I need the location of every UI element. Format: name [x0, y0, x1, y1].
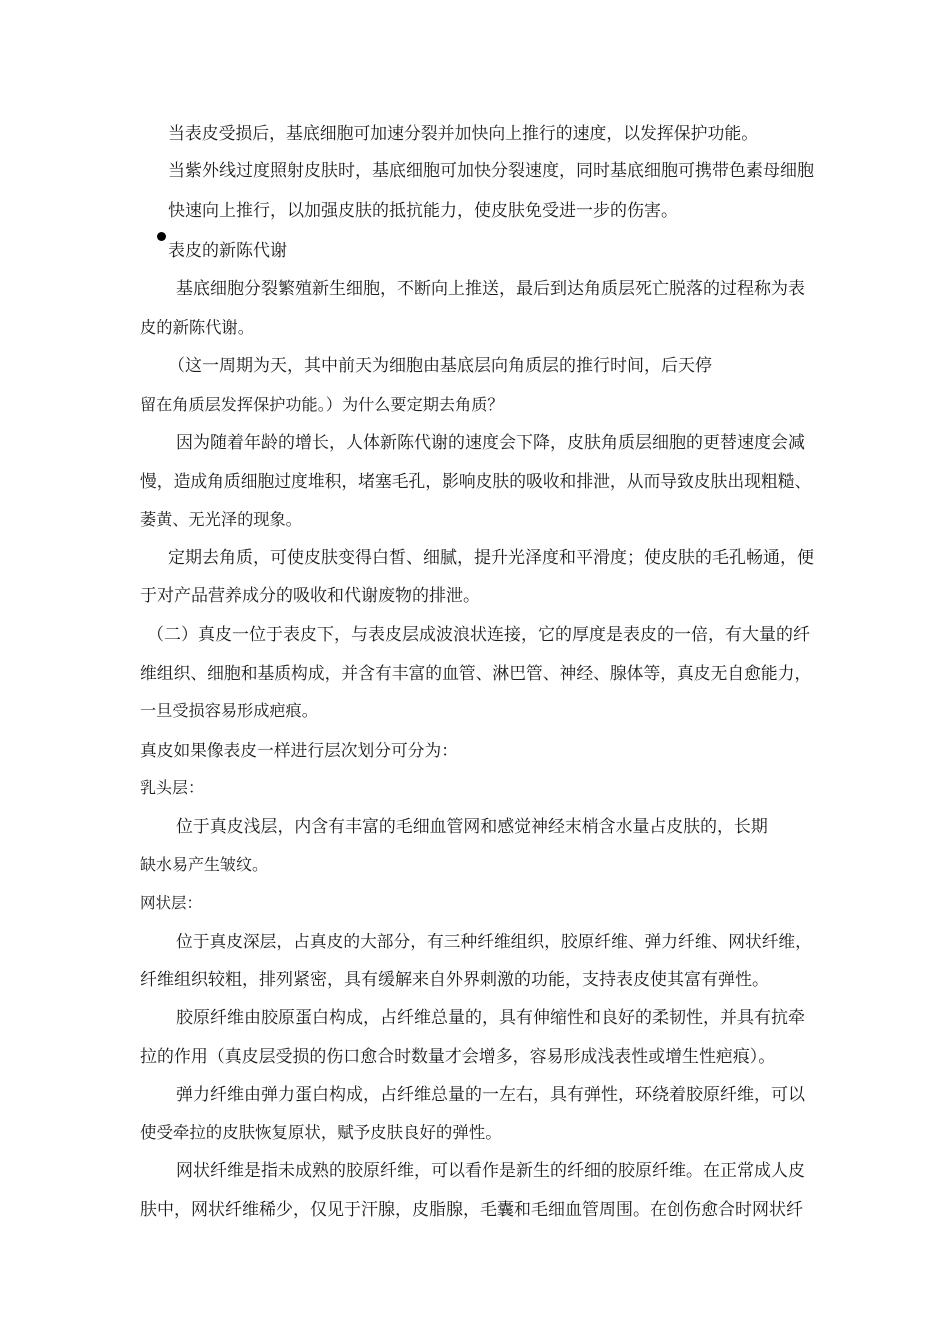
- text-line: 网状纤维是指未成熟的胶原纤维，可以看作是新生的纤细的胶原纤维。在正常成人皮: [176, 1161, 805, 1181]
- text-line: 真皮如果像表皮一样进行层次划分可分为：: [140, 740, 458, 760]
- text-line: 网状层：: [140, 894, 203, 912]
- text-line: 当表皮受损后，基底细胞可加速分裂并加快向上推行的速度，以发挥保护功能。: [168, 123, 759, 143]
- text-line: （这一周期为天，其中前天为细胞由基底层向角质层的推行时间，后天停: [168, 356, 712, 376]
- text-line: 维组织、细胞和基质构成，并含有丰富的血管、淋巴管、神经、腺体等，真皮无自愈能力，: [140, 663, 812, 683]
- text-line: 缺水易产生皱纹。: [140, 855, 269, 874]
- text-line: 当紫外线过度照射皮肤时，基底细胞可加快分裂速度，同时基底细胞可携带色素母细胞: [168, 161, 814, 181]
- text-line: 于对产品营养成分的吸收和代谢废物的排泄。: [140, 586, 480, 606]
- text-line: 位于真皮深层，占真皮的大部分，有三种纤维组织，胶原纤维、弹力纤维、网状纤维，: [176, 931, 812, 951]
- text-line: 使受牵拉的皮肤恢复原状，赋予皮肤良好的弹性。: [140, 1123, 502, 1142]
- text-line: 弹力纤维由弹力蛋白构成，占纤维总量的一左右，具有弹性，环绕着胶原纤维，可以: [176, 1085, 805, 1105]
- text-line: 胶原纤维由胶原蛋白构成，占纤维总量的，具有伸缩性和良好的柔韧性，并具有抗牵: [176, 1008, 805, 1028]
- section-heading: 表皮的新陈代谢: [168, 241, 287, 261]
- text-line: 留在角质层发挥保护功能。）为什么要定期去角质？: [140, 395, 504, 414]
- text-line: 定期去角质，可使皮肤变得白皙、细腻，提升光泽度和平滑度；使皮肤的毛孔畅通，便: [168, 548, 814, 568]
- text-line: 位于真皮浅层，内含有丰富的毛细血管网和感觉神经末梢含水量占皮肤的，长期: [176, 816, 768, 836]
- text-line: 一旦受损容易形成疤痕。: [140, 701, 318, 720]
- text-line: 基底细胞分裂繁殖新生细胞，不断向上推送，最后到达角质层死亡脱落的过程称为表: [176, 279, 805, 299]
- text-line: 慢，造成角质细胞过度堆积，堵塞毛孔，影响皮肤的吸收和排泄，从而导致皮肤出现粗糙、: [140, 471, 812, 491]
- text-line: 拉的作用（真皮层受损的伤口愈合时数量才会增多，容易形成浅表性或增生性疤痕）。: [140, 1046, 776, 1066]
- text-line: 肤中，网状纤维稀少，仅见于汗腺，皮脂腺，毛囊和毛细血管周围。在创伤愈合时网状纤: [140, 1200, 803, 1220]
- text-line: 萎黄、无光泽的现象。: [140, 510, 302, 529]
- bullet-icon: [157, 232, 166, 241]
- text-line: 快速向上推行，以加强皮肤的抵抗能力，使皮肤免受进一步的伤害。: [168, 201, 678, 221]
- text-line: 乳头层：: [140, 778, 205, 797]
- text-line: （二）真皮一位于表皮下，与表皮层成波浪状连接，它的厚度是表皮的一倍，有大量的纤: [147, 625, 810, 645]
- text-line: 纤维组织较粗，排列紧密，具有缓解来自外界刺激的功能，支持表皮使其富有弹性。: [140, 970, 769, 990]
- text-line: 因为随着年龄的增长，人体新陈代谢的速度会下降，皮肤角质层细胞的更替速度会减: [176, 433, 805, 453]
- text-line: 皮的新陈代谢。: [140, 318, 254, 337]
